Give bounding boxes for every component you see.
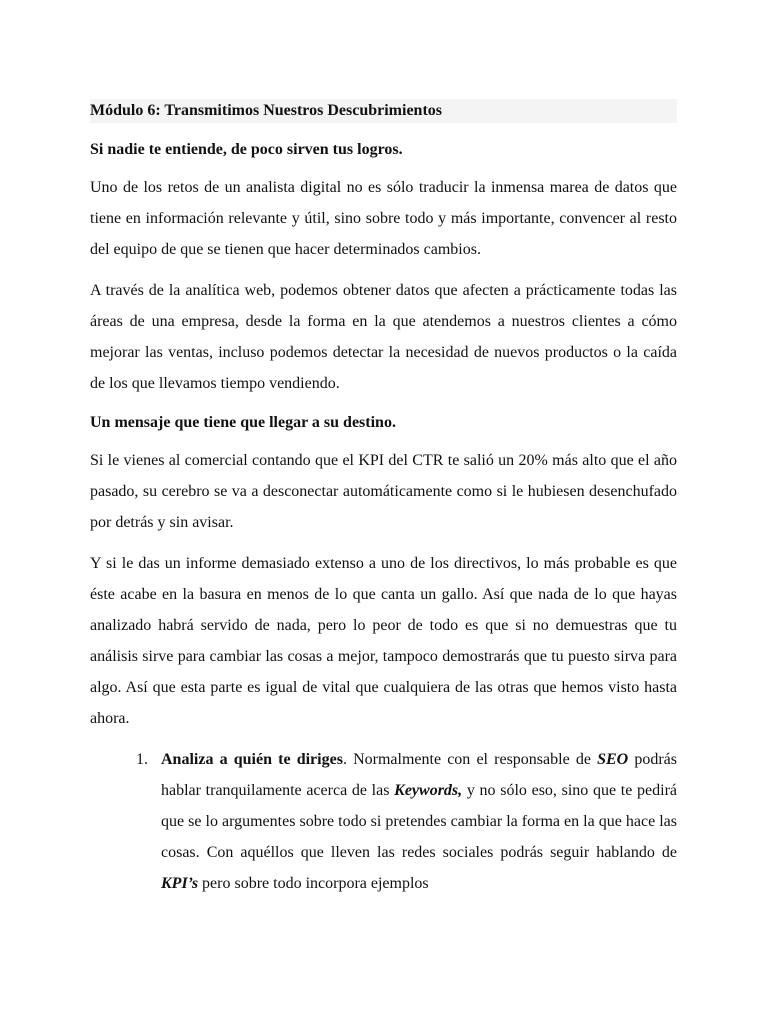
- list-item-text: y no sólo eso, sino que te pedirá que se lo argumentes sobre todo si pretendes cambiar la forma en la que hace las cosas. Con aquéllos que lleven las redes sociales podrás seguir hablando de: [161, 782, 678, 861]
- list-item: [90, 744, 677, 899]
- module-title: Módulo 6: Transmitimos Nuestros Descubrimientos: [90, 99, 677, 123]
- list-item-lead: Analiza a quién te diriges: [161, 751, 343, 768]
- numbered-list: [90, 744, 677, 899]
- document-body: [90, 99, 677, 899]
- section-heading-1: Si nadie te entiende, de poco sirven tus logros.: [90, 141, 403, 158]
- list-item-text: pero sobre todo incorpora ejemplos: [198, 875, 429, 892]
- keywords-term: Keywords,: [394, 782, 463, 799]
- paragraph-1: Uno de los retos de un analista digital no es sólo traducir la inmensa marea de datos que tiene en información relevante y útil, sino sobre todo y más importante, convencer al resto del equipo de que se tienen que hacer determinados cambios.: [90, 179, 677, 258]
- list-item-text: podrás hablar tranquilamente acerca de las: [161, 751, 678, 799]
- list-item-number: 1.: [136, 751, 148, 768]
- seo-term: SEO: [597, 751, 629, 768]
- paragraph-4: Y si le das un informe demasiado extenso a uno de los directivos, lo más probable es que éste acabe en la basura en menos de lo que canta un gallo. Así que nada de lo que hayas analizado habrá servido de nada, pero lo peor de todo es que si no demuestras que tu análisis sirve para cambiar las cosas a mejor, tampoco demostrarás que tu puesto sirva para algo. Así que esta parte es igual de vital que cualquiera de las otras que hemos visto hasta ahora.: [90, 555, 677, 727]
- kpis-term: KPI’s: [161, 875, 199, 892]
- paragraph-2: A través de la analítica web, podemos obtener datos que afecten a prácticamente todas las áreas de una empresa, desde la forma en la que atendemos a nuestros clientes a cómo mejorar las ventas, incluso podemos detectar la necesidad de nuevos productos o la caída de los que llevamos tiempo vendiendo.: [90, 282, 677, 392]
- list-item-text: . Normalmente con el responsable de: [342, 751, 598, 768]
- section-heading-2: Un mensaje que tiene que llegar a su destino.: [90, 414, 396, 431]
- paragraph-3: Si le vienes al comercial contando que el KPI del CTR te salió un 20% más alto que el año pasado, su cerebro se va a desconectar automáticamente como si le hubiesen desenchufado por detrás y sin avisar.: [90, 452, 677, 531]
